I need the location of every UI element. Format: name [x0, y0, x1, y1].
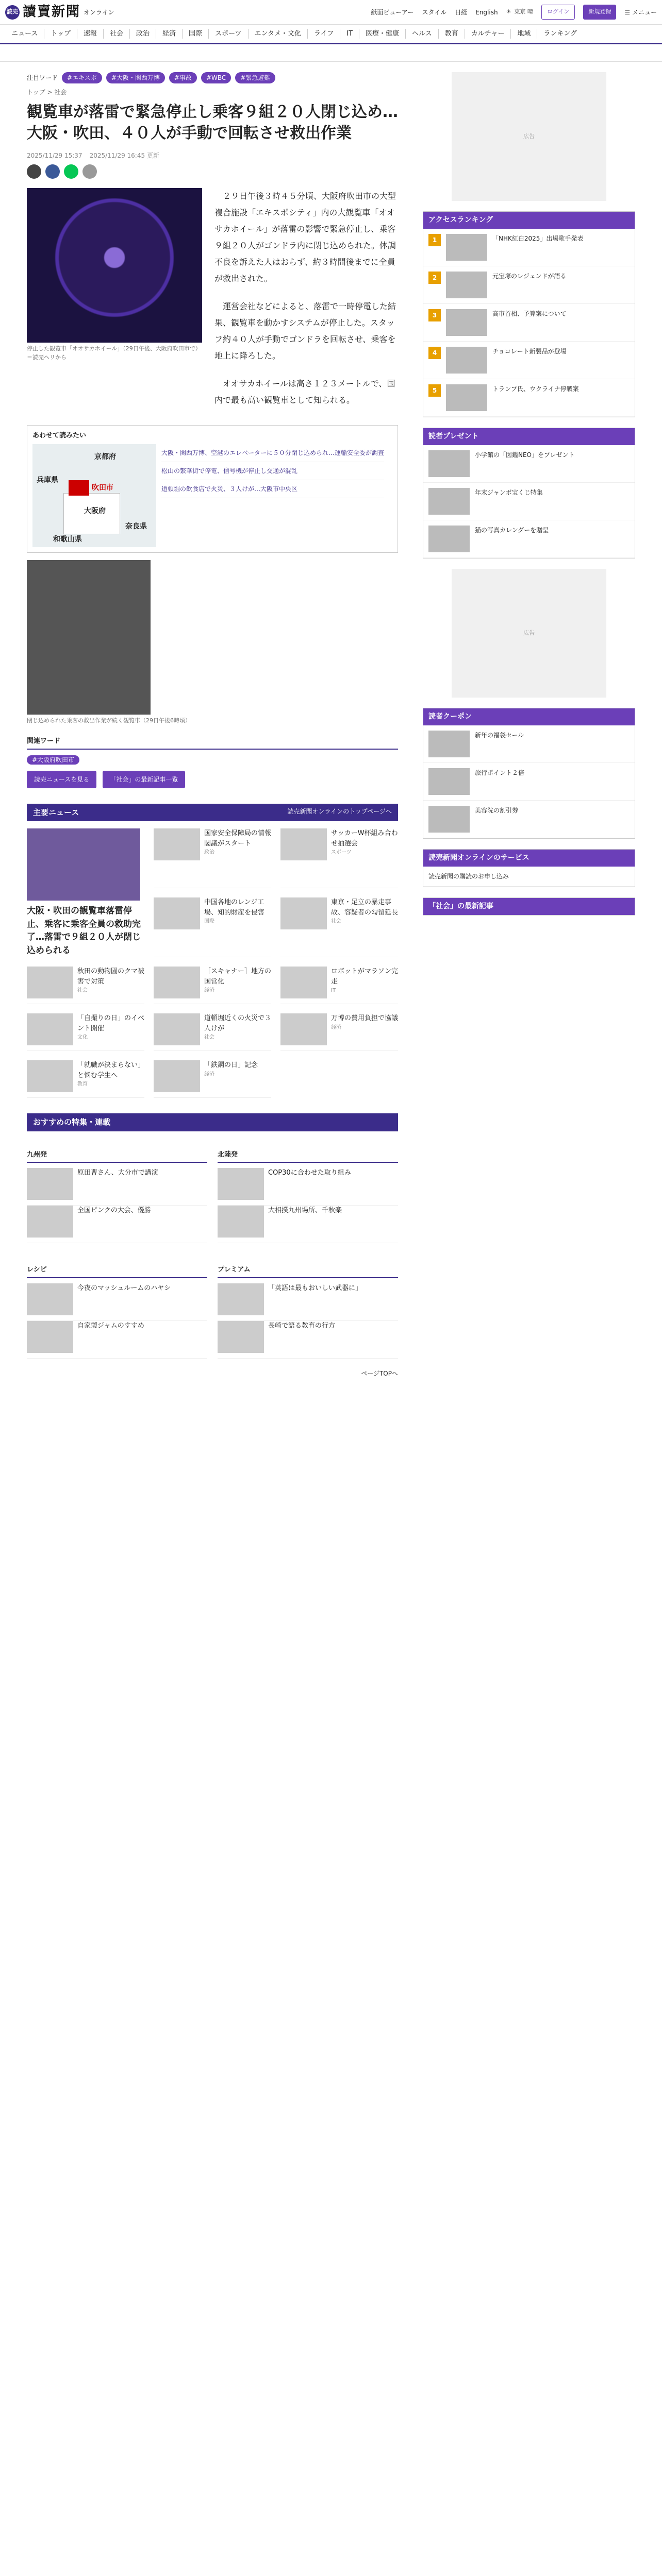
- present-item[interactable]: [423, 445, 635, 483]
- coupon-thumbnail: [428, 806, 470, 833]
- sidebar: [423, 72, 635, 1388]
- recommend-title: 自家製ジャムのすすめ: [77, 1321, 144, 1330]
- news-category: スポーツ: [331, 850, 352, 855]
- recommend-card[interactable]: [27, 1321, 207, 1359]
- rank-title: チョコレート新製品が登場: [492, 348, 567, 355]
- copy-link-icon[interactable]: [82, 164, 97, 179]
- nav-item[interactable]: カルチャー: [465, 29, 511, 39]
- news-card[interactable]: [27, 1060, 144, 1098]
- coupon-title: 読者クーポン: [423, 708, 635, 725]
- map-label: 和歌山県: [53, 535, 82, 544]
- tag[interactable]: #エキスポ: [62, 72, 102, 83]
- ferris-wheel-image: [27, 188, 202, 343]
- news-thumbnail: [154, 967, 200, 998]
- map-label: 奈良県: [125, 522, 147, 531]
- present-thumbnail: [428, 450, 470, 477]
- link-style[interactable]: スタイル: [422, 8, 447, 16]
- recommend-thumbnail: [27, 1168, 73, 1200]
- news-title: ロボットがマラソン完走: [331, 968, 399, 986]
- nav-item[interactable]: 経済: [156, 29, 182, 39]
- nav-item[interactable]: ライフ: [307, 29, 340, 39]
- coupon-title: 新年の福袋セール: [475, 732, 524, 739]
- recommend-thumbnail: [218, 1321, 264, 1353]
- section-title: レシピ: [27, 1263, 207, 1278]
- ranking-box: [423, 211, 635, 417]
- nav-item[interactable]: 医療・健康: [359, 29, 405, 39]
- link-english[interactable]: English: [475, 8, 498, 16]
- news-text: [77, 967, 144, 998]
- recommend-title: COP30に合わせた取り組み: [268, 1169, 351, 1177]
- subscribe-text: 読売新聞の購読のお申し込み: [428, 873, 509, 880]
- lead-news-title: 大阪・吹田の観覧車落雷停止、乗客に乗客全員の救助完了…落雷で９組２０人が閉じ込められる: [27, 906, 141, 956]
- news-title: 中国各地のレンジ工場、知的財産を侵害: [204, 899, 265, 917]
- nav-item[interactable]: スポーツ: [208, 29, 247, 39]
- article-buttons: [27, 771, 398, 788]
- news-category: IT: [331, 988, 336, 993]
- recommend-title: 原田曹さん、大分市で講演: [77, 1169, 158, 1177]
- recommend-thumbnail: [218, 1168, 264, 1200]
- recommend-card[interactable]: [27, 1168, 207, 1206]
- news-card[interactable]: [154, 897, 271, 957]
- tag[interactable]: #大阪・関西万博: [106, 72, 165, 83]
- news-category: 社会: [331, 919, 341, 924]
- nav-item[interactable]: 地域: [510, 29, 537, 39]
- related-box: [27, 425, 398, 553]
- news-text: [204, 1060, 258, 1092]
- related-links: [161, 444, 384, 547]
- recommend-card[interactable]: [218, 1206, 398, 1243]
- news-title: ［スキャナー］地方の国営化: [204, 968, 272, 986]
- ranking-item[interactable]: [423, 266, 635, 304]
- word-tag[interactable]: #大阪府吹田市: [27, 755, 79, 765]
- present-item[interactable]: [423, 520, 635, 558]
- link-nikkei[interactable]: 日経: [455, 8, 468, 16]
- nav-item[interactable]: 教育: [438, 29, 465, 39]
- rank-thumbnail: [446, 272, 487, 298]
- news-title: 東京・足立の暴走事故、容疑者の勾留延長: [331, 899, 399, 917]
- photo-caption: 停止した観覧車「オオサカホイール」（29日午後、大阪府吹田市で）＝読売ヘリから: [27, 345, 201, 361]
- news-thumbnail: [27, 1060, 73, 1092]
- coupon-item[interactable]: [423, 801, 635, 838]
- paragraph: オオサカホイールは高さ１２３メートルで、国内で最も高い観覧車として知られる。: [214, 379, 395, 405]
- facebook-share-icon[interactable]: [45, 164, 60, 179]
- rank-title: 高市首相、予算案について: [492, 310, 567, 317]
- news-text: [77, 1013, 144, 1045]
- news-card[interactable]: [280, 828, 398, 888]
- news-title: 万博の費用負担で協議: [331, 1014, 399, 1022]
- main-nav: [0, 25, 662, 44]
- map-label: 大阪府: [84, 506, 106, 515]
- news-thumbnail: [154, 897, 200, 929]
- paragraph: ２９日午後３時４５分頃、大阪府吹田市の大型複合施設「エキスポシティ」内の大観覧車「オオサカホイール」が落雷の影響で緊急停止し、乗客９組２０人がゴンドラ内に閉じ込められた。体調不良を訴えた人はおらず、約３時間後までに全員が救出された。: [214, 191, 396, 283]
- logo-mark: 読売: [5, 5, 20, 20]
- recommend-card[interactable]: [218, 1321, 398, 1359]
- ad-banner[interactable]: [452, 569, 606, 698]
- rank-number: 4: [428, 347, 441, 359]
- ad-label: 広告: [523, 629, 535, 636]
- news-card[interactable]: [280, 1013, 398, 1051]
- tag[interactable]: #事故: [169, 72, 197, 83]
- menu-icon: ☰: [624, 8, 631, 16]
- line-share-icon[interactable]: [64, 164, 78, 179]
- recommend-thumbnail: [27, 1283, 73, 1315]
- logo-text: 讀賣新聞: [23, 4, 81, 20]
- ranking-item[interactable]: [423, 379, 635, 417]
- news-title: 「鉄鋼の日」記念: [204, 1061, 258, 1069]
- news-title: 「自撮りの日」のイベント開催: [77, 1014, 145, 1032]
- news-text: [331, 828, 398, 883]
- news-thumbnail: [154, 1013, 200, 1045]
- article-body: [214, 188, 398, 420]
- rank-title: トランプ氏、ウクライナ停戦案: [492, 385, 579, 393]
- recommend-thumbnail: [27, 1321, 73, 1353]
- recommend-section: [27, 1139, 207, 1244]
- recommend-thumbnail: [27, 1206, 73, 1238]
- map-label: 吹田市: [92, 483, 113, 492]
- related-link[interactable]: 松山の繁華街で停電、信号機が停止し交通が混乱: [161, 462, 384, 480]
- coupon-box: [423, 708, 635, 839]
- news-thumbnail: [154, 1060, 200, 1092]
- news-thumbnail: [280, 967, 327, 998]
- news-text: [204, 1013, 271, 1045]
- news-category: 教育: [77, 1081, 88, 1087]
- news-text: [331, 967, 398, 998]
- ranking-item[interactable]: [423, 229, 635, 266]
- article-meta: [27, 151, 398, 160]
- main-photo: [27, 188, 202, 420]
- present-title: 読者プレゼント: [423, 428, 635, 445]
- news-category: 社会: [77, 988, 88, 993]
- page-top-link[interactable]: ページTOPへ: [361, 1369, 398, 1377]
- news-card[interactable]: [154, 1060, 271, 1098]
- related-link[interactable]: 大阪・関西万博、空港のエレベーターに５０分閉じ込められ…運輸安全委が調査: [161, 444, 384, 462]
- nav-item[interactable]: エンタメ・文化: [248, 29, 307, 39]
- nav-item[interactable]: 国際: [182, 29, 208, 39]
- coupon-title: 旅行ポイント２倍: [475, 769, 525, 776]
- suita-marker: [69, 480, 89, 496]
- coupon-thumbnail: [428, 768, 470, 795]
- nav-item[interactable]: ニュース: [11, 29, 38, 38]
- recommend-title: 大相撲九州場所、千秋楽: [268, 1207, 342, 1214]
- main-news-grid: [27, 828, 398, 1098]
- recommend-card[interactable]: [27, 1206, 207, 1243]
- nav-item[interactable]: ヘルス: [405, 29, 438, 39]
- section-title: プレミアム: [218, 1263, 398, 1278]
- news-category: 国際: [204, 919, 214, 924]
- service-box: [423, 849, 635, 887]
- news-thumbnail: [154, 828, 200, 860]
- news-category: 経済: [204, 1071, 214, 1077]
- news-category: 文化: [77, 1035, 88, 1040]
- main-news-title: [27, 804, 398, 822]
- rank-title: 元宝塚のレジェンドが語る: [492, 273, 567, 280]
- news-card[interactable]: [154, 1013, 271, 1051]
- secondary-photo: [27, 560, 151, 715]
- news-card[interactable]: [154, 828, 271, 888]
- words-label: 関連ワード: [27, 734, 398, 750]
- map-label: 京都府: [94, 452, 116, 461]
- news-text: [77, 1060, 144, 1092]
- news-text: [204, 967, 271, 998]
- news-category: 経済: [204, 988, 214, 993]
- present-title: 年末ジャンボ宝くじ特集: [475, 489, 543, 496]
- nav-item[interactable]: トップ: [44, 29, 77, 39]
- news-title: 「就職が決まらない」と悩む学生へ: [77, 1061, 145, 1079]
- news-category: 社会: [204, 1035, 214, 1040]
- logo-sub: オンライン: [84, 8, 114, 16]
- recommend-title: 全国ピンクの大会、優勝: [77, 1207, 151, 1214]
- news-text: [204, 897, 271, 952]
- news-text: [204, 828, 271, 883]
- news-thumbnail: [27, 967, 73, 998]
- weather-widget[interactable]: [506, 8, 533, 16]
- nav-item[interactable]: IT: [340, 29, 359, 39]
- present-thumbnail: [428, 526, 470, 552]
- present-title: 小学館の「図鑑NEO」をプレゼント: [475, 451, 575, 459]
- ad-label: 広告: [523, 132, 535, 140]
- recommend-card[interactable]: [27, 1283, 207, 1321]
- coupon-thumbnail: [428, 731, 470, 757]
- link-viewer[interactable]: 紙面ビューアー: [371, 8, 414, 16]
- photo-caption: 閉じ込められた乗客の救出作業が続く観覧車（29日午後6時頃）: [27, 717, 191, 724]
- breadcrumb[interactable]: トップ > 社会: [27, 89, 67, 96]
- tag[interactable]: #WBC: [201, 72, 231, 83]
- news-thumbnail: [280, 828, 327, 860]
- sub-bar: [0, 44, 662, 62]
- tag-row: [27, 72, 398, 83]
- news-category: 政治: [204, 850, 214, 855]
- news-thumbnail: [27, 1013, 73, 1045]
- news-card[interactable]: [154, 967, 271, 1004]
- nav-item[interactable]: 速報: [77, 29, 103, 39]
- news-text: [331, 1013, 398, 1045]
- recommend-grid: [27, 1139, 398, 1359]
- news-title: 国家安全保障局の情報閣議がスタート: [204, 829, 272, 848]
- section-title: 九州発: [27, 1148, 207, 1163]
- recommend-title: 「英語は最もおいしい武器に」: [268, 1284, 362, 1292]
- map-label: 兵庫県: [37, 476, 58, 484]
- article-title: 観覧車が落雷で緊急停止し乗客９組２０人閉じ込め…大阪・吹田、４０人が手動で回転させ救出作業: [27, 103, 398, 142]
- rank-thumbnail: [446, 309, 487, 336]
- rank-thumbnail: [446, 384, 487, 411]
- recommend-title: [27, 1113, 398, 1131]
- section-title: 北陸発: [218, 1148, 398, 1163]
- share-buttons: [27, 164, 398, 179]
- related-link[interactable]: 道頓堀の飲食店で火災、３人けが…大阪市中央区: [161, 480, 384, 498]
- news-thumbnail: [280, 1013, 327, 1045]
- ad-banner[interactable]: [452, 72, 606, 201]
- sun-icon: ☀: [506, 8, 511, 15]
- recommend-title: 長崎で語る教育の行方: [268, 1321, 336, 1330]
- news-text: [331, 897, 398, 952]
- news-title: 秋田の動物園のクマ被害で対策: [77, 968, 145, 986]
- recommend-card[interactable]: [218, 1283, 398, 1321]
- news-card[interactable]: [27, 1013, 144, 1051]
- article-date: 2025/11/29 15:37: [27, 152, 82, 159]
- menu-button[interactable]: [624, 8, 657, 17]
- register-button[interactable]: 新規登録: [583, 5, 616, 20]
- tag[interactable]: #緊急避難: [235, 72, 275, 83]
- recommend-thumbnail: [218, 1283, 264, 1315]
- lead-news-image: [27, 828, 140, 901]
- ranking-item[interactable]: [423, 342, 635, 379]
- news-category: 経済: [331, 1024, 341, 1030]
- rank-thumbnail: [446, 347, 487, 374]
- recommend-heading: おすすめの特集・連載: [33, 1117, 111, 1127]
- topics-box: [423, 897, 635, 916]
- nav-item[interactable]: ランキング: [537, 29, 583, 39]
- site-logo[interactable]: [5, 2, 114, 22]
- nav-item[interactable]: 政治: [129, 29, 156, 39]
- rank-title: 「NHK紅白2025」出場歌手発表: [492, 235, 584, 242]
- related-title: あわせて読みたい: [32, 432, 87, 439]
- recommend-section: [27, 1253, 207, 1359]
- news-card[interactable]: [280, 897, 398, 957]
- coupon-item[interactable]: [423, 763, 635, 801]
- news-card[interactable]: [280, 967, 398, 1004]
- rank-thumbnail: [446, 234, 487, 261]
- present-box: [423, 428, 635, 558]
- rank-number: 1: [428, 234, 441, 246]
- weather-text: 東京 晴: [514, 8, 533, 15]
- rank-number: 5: [428, 384, 441, 397]
- paragraph: 運営会社などによると、落雷で一時停電した結果、観覧車を動かすシステムが停止した。スタッフ約４０人が手動でゴンドラを回転させ、乗客を地上に降ろした。: [214, 301, 396, 361]
- present-thumbnail: [428, 488, 470, 515]
- recommend-title: 今夜のマッシュルームのハヤシ: [77, 1284, 171, 1292]
- rank-number: 3: [428, 309, 441, 321]
- article-updated: 2025/11/29 16:45 更新: [89, 152, 159, 159]
- present-item[interactable]: [423, 483, 635, 520]
- recommend-section: [218, 1139, 398, 1244]
- top-links: [371, 5, 657, 20]
- topics-title: 「社会」の最新記事: [423, 898, 635, 915]
- latest-button[interactable]: 「社会」の最新記事一覧: [103, 771, 185, 788]
- rank-number: 2: [428, 272, 441, 284]
- subscribe-link[interactable]: [423, 867, 635, 887]
- news-card[interactable]: [27, 967, 144, 1004]
- coupon-item[interactable]: [423, 725, 635, 763]
- main-column: [27, 72, 398, 1388]
- news-title: 道頓堀近くの火災で３人けが: [204, 1014, 272, 1032]
- ranking-title: アクセスランキング: [423, 212, 635, 229]
- menu-label: メニュー: [632, 8, 657, 16]
- news-title: サッカーW杯組み合わせ抽選会: [331, 829, 398, 848]
- lead-news[interactable]: [27, 828, 144, 957]
- service-title: 読売新聞オンラインのサービス: [423, 850, 635, 867]
- tags-label: 注目ワード: [27, 74, 58, 81]
- login-button[interactable]: ログイン: [541, 5, 575, 20]
- present-title: 猫の写真カレンダーを贈呈: [475, 527, 549, 534]
- x-share-icon[interactable]: [27, 164, 41, 179]
- recommend-thumbnail: [218, 1206, 264, 1238]
- location-map: [32, 444, 156, 547]
- recommend-section: [218, 1253, 398, 1359]
- ranking-item[interactable]: [423, 304, 635, 342]
- site-header: [0, 0, 662, 25]
- main-news-heading: 主要ニュース: [33, 807, 79, 817]
- coupon-title: 美容院の割引券: [475, 807, 519, 814]
- nav-item[interactable]: 社会: [103, 29, 129, 39]
- top-page-link[interactable]: 読売新聞オンラインのトップページへ: [287, 807, 392, 815]
- news-button[interactable]: 読売ニュースを見る: [27, 771, 96, 788]
- news-thumbnail: [280, 897, 327, 929]
- recommend-card[interactable]: [218, 1168, 398, 1206]
